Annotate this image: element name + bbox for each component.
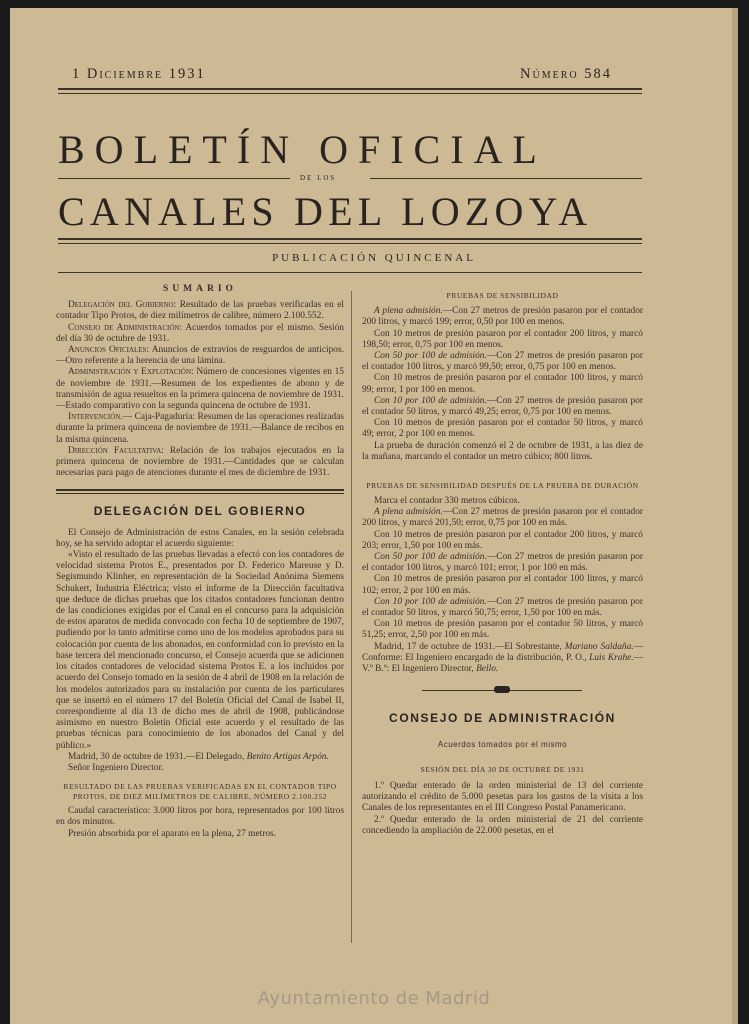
- signature: Benito Artigas Arpón.: [246, 751, 329, 762]
- masthead-rule: [58, 238, 642, 244]
- issue-date: 1 Diciembre 1931: [72, 66, 206, 82]
- sign-text: —V.º B.º: El Ingeniero Director,: [362, 652, 644, 675]
- section-title-consejo: CONSEJO DE ADMINISTRACIÓN: [389, 711, 616, 726]
- summary-label: Delegación del Gobierno:: [68, 300, 177, 311]
- text: Con 10 metros de presión pasaron por el contador 50 litros, y marcó 49; error, 2 por 100 en menos.: [362, 418, 643, 440]
- summary-text: Caja-Pagaduría: Resumen de las operaciones realizadas durante la primera quincena de noviembre de 1931.—Balance de recibos en la misma quincena.: [56, 412, 344, 445]
- text: —Con 27 metros de presión pasaron por el contador 200 litros, y marcó 201,50; error, 0,75 por 100 en más.: [362, 507, 644, 529]
- left-column: [56, 284, 344, 840]
- summary-label: Administración y Explotación:: [68, 367, 194, 378]
- summary-text: Número de concesiones vigentes en 15 de noviembre de 1931.—Resumen de los expedientes de abono y de transmisión de agua resueltos en la primera quincena de noviembre de 1931.—Estado comparativo con la segunda quincena de octubre de 1931.: [56, 367, 344, 412]
- closing-line: Madrid, 30 de octubre de 1931.—El Delegado,: [68, 751, 245, 762]
- title-canales: CANALES DEL LOZOYA: [58, 189, 593, 234]
- watermark: Ayuntamiento de Madrid: [257, 988, 491, 1009]
- addressee: Señor Ingeniero Director.: [68, 762, 164, 773]
- paragraph: 2.º Quedar enterado de la orden ministerial de 21 del corriente concediendo la ampliación de 22.000 pesetas, en el: [362, 814, 643, 836]
- summary-label: Intervención.—: [68, 412, 133, 423]
- paragraph: El Consejo de Administración de estos Canales, en la sesión celebrada hoy, se ha servido adoptar el acuerdo siguiente:: [56, 527, 344, 549]
- text: Con 10 metros de presión pasaron por el contador 100 litros, y marcó 99; error, 1 por 100 en menos.: [362, 373, 643, 395]
- delos-rule-left: [58, 178, 290, 179]
- section-title-delegacion: DELEGACIÓN DEL GOBIERNO: [93, 504, 307, 519]
- lead: Con 10 por 100 de admisión.: [374, 395, 487, 406]
- summary-label: Consejo de Administración:: [68, 322, 183, 333]
- section-rule: [56, 489, 344, 494]
- newspaper-page: [10, 8, 738, 1024]
- text: —Con 27 metros de presión pasaron por el contador 200 litros, y marcó 199; error, 0,50 por 100 en menos.: [362, 306, 644, 328]
- subheader-rule: [58, 272, 642, 273]
- lead: A plena admisión.: [374, 507, 443, 518]
- lead: A plena admisión.: [374, 306, 443, 317]
- text: —Con 27 metros de presión pasaron por el contador 100 litros, y marcó 101; error, 1 por 100 en más.: [362, 552, 643, 574]
- page-edge: [732, 8, 738, 1024]
- lead: Con 50 por 100 de admisión.: [374, 552, 487, 563]
- paragraph: Presión absorbida por el aparato en la plena, 27 metros.: [68, 828, 277, 839]
- summary-text: Resultado de las pruebas verificadas en el contador Tipo Protos, de diez milímetros de calibre, número 2.100.552.: [56, 300, 344, 322]
- lead: Con 10 por 100 de admisión.: [374, 596, 487, 607]
- right-column: [362, 290, 643, 837]
- summary-text: Relación de los trabajos ejecutados en la primera quincena de noviembre de 1931.—Cantidades que se calculan necesarias para pago de atenciones durante el mes de diciembre de 1931.: [56, 445, 345, 479]
- subheading-resultado: RESULTADO DE LAS PRUEBAS VERIFICADAS EN EL CONTADOR TIPO PROTOS, DE DIEZ MILÍMETROS DE CALIBRE, NÚMERO 2.100.252: [63, 782, 337, 802]
- subheading-despues: PRUEBAS DE SENSIBILIDAD DESPUÉS DE LA PRUEBA DE DURACIÓN: [366, 481, 639, 491]
- subheading-sensibilidad: PRUEBAS DE SENSIBILIDAD: [446, 291, 559, 300]
- signer: Bello.: [476, 664, 499, 675]
- summary-text: Acuerdos tomados por el mismo. Sesión del día 30 de octubre de 1931.: [56, 322, 344, 344]
- column-divider: [351, 291, 352, 943]
- text: Con 10 metros de presión pasaron por el contador 200 litros, y marcó 198,50; error, 0,75 por 100 en menos.: [362, 328, 643, 350]
- summary-text: Anuncios de extravíos de resguardos de anticipos.—Otro referente a la herencia de una lámina.: [56, 345, 344, 367]
- delos-rule-right: [370, 178, 642, 179]
- summary-label: Anuncios Oficiales:: [68, 345, 150, 356]
- paragraph: 1.º Quedar enterado de la orden ministerial de 13 del corriente autorizando el crédito de 5.000 pesetas para los gastos de la visita a los Canales de los representantes en el III Congreso Postal Panamericano.: [362, 780, 643, 814]
- consejo-subtitle: Acuerdos tomados por el mismo: [437, 739, 568, 749]
- text: —Con 27 metros de presión pasaron por el contador 50 litros, y marcó 50,75; error, 1,50 por 100 en más.: [362, 596, 643, 619]
- title-delos: DE LOS: [300, 174, 337, 182]
- signer: Mariano Saldaña.: [564, 641, 634, 652]
- paragraph: Marca el contador 330 metros cúbicos.: [374, 496, 520, 507]
- lead: Con 50 por 100 de admisión.: [374, 351, 487, 362]
- text: Con 10 metros de presión pasaron por el contador 100 litros, y marcó 102; error, 2 por 100 en más.: [362, 574, 643, 596]
- paragraph: Caudal característico: 3.000 litros por hora, representados por 100 litros en dos minutos.: [56, 806, 344, 828]
- top-rule: [58, 88, 642, 94]
- signer: Luis Krahe.: [589, 652, 634, 663]
- publication-frequency: PUBLICACIÓN QUINCENAL: [272, 252, 476, 264]
- sign-text: Madrid, 17 de octubre de 1931.—El Sobrestante,: [374, 641, 565, 652]
- text: Con 10 metros de presión pasaron por el contador 50 litros, y marcó 51,25; error, 2,50 por 100 en más.: [362, 619, 643, 641]
- ornament-divider: [362, 683, 643, 697]
- paragraph: «Visto el resultado de las pruebas llevadas a efectó con los contadores de velocidad sistema Protos E., presentados por D. Federico Mareuse y D. Segismundo Klinher, en representación de la Sociedad Anónima Siemens Schukert, Industria Eléctrica; visto el informe de la Dirección facultativa que deduce de dichas pruebas que los citados contadores funcionan dentro de las condiciones exigidas por el Canal en el concurso para la adquisición de estos aparatos de medida convocado con fecha 10 de septiembre de 1907, pudiendo por lo tanto admitirse como uno de los modelos aprobados para su colocación por cuenta de los abonados, en conformidad con lo previsto en la base tercera del mencionado concurso, el Consejo acuerda que se adicionen los citados contadores de velocidad sistema Protos E. a los incluidos por acuerdo del Consejo tomado en la sesión de 4 abril de 1908 en la relación de los modelos autorizados para su instalación por cuenta de los particulares que se insertó en el número 17 del Boletín Oficial del Canal de Isabel II, correspondiente al día 13 de dicho mes de abril de 1908, publicándose asimismo en nuestro Boletín Oficial este acuerdo y el resultado de las pruebas técnicas para conocimiento de los abonados del Canal y del público.»: [56, 550, 344, 751]
- title-boletin: BOLETÍN OFICIAL: [58, 127, 547, 172]
- text: Con 10 metros de presión pasaron por el contador 200 litros, y marcó 203; error, 1,50 por 100 en más.: [362, 529, 643, 551]
- paragraph: La prueba de duración comenzó el 2 de octubre de 1931, a las diez de la mañana, marcando el contador un metro cúbico; 800 litros.: [362, 440, 643, 462]
- summary-title: SUMARIO: [163, 284, 237, 294]
- session-heading: SESIÓN DEL DÍA 30 DE OCTUBRE DE 1931: [420, 764, 585, 774]
- text: —Con 27 metros de presión pasaron por el contador 100 litros, y marcó 99,50; error, 0,75 por 100 en menos.: [362, 351, 643, 373]
- issue-number: Número 584: [520, 66, 612, 82]
- summary-label: Dirección Facultativa:: [68, 445, 164, 456]
- text: —Con 27 metros de presión pasaron por el contador 50 litros, y marcó 49,25; error, 0,75 por 100 en menos.: [362, 395, 643, 418]
- sign-text: —Conforme: El Ingeniero encargado de la distribución, P. O.,: [362, 641, 643, 663]
